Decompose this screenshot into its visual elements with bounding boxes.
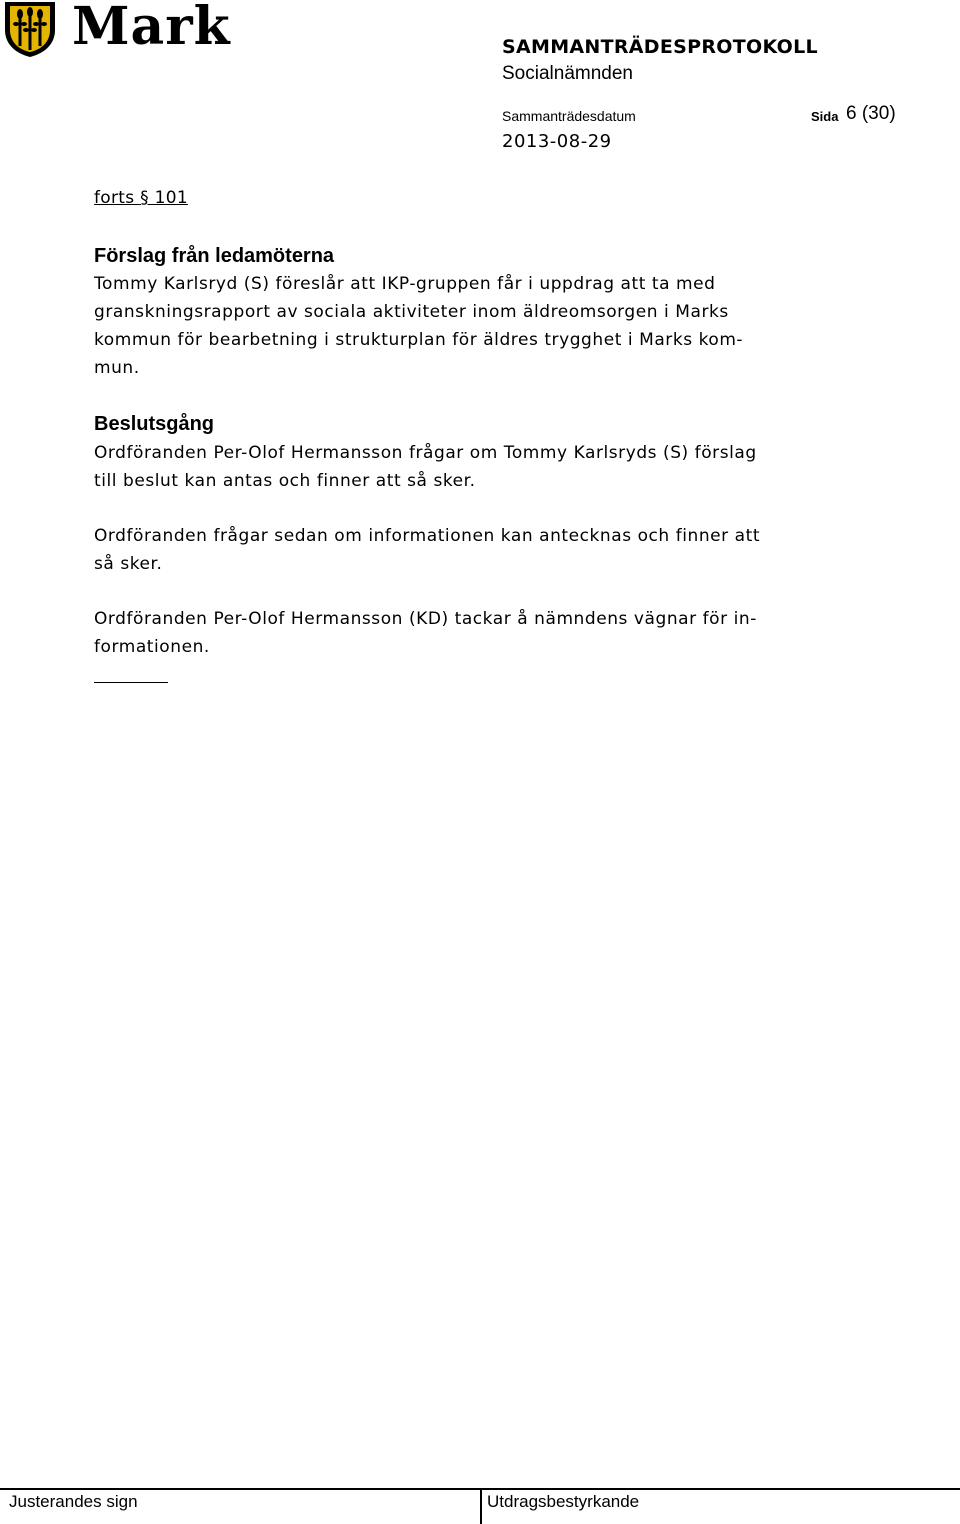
text-line: till beslut kan antas och finner att så sker. [94, 471, 476, 491]
decision-paragraph-1 [94, 439, 854, 495]
footer-certification-label: Utdragsbestyrkande [487, 1492, 640, 1511]
decision-paragraph-2 [94, 522, 854, 578]
decision-paragraph-3 [94, 605, 854, 661]
page-label: Sida [811, 109, 839, 124]
section-heading-proposals: Förslag från ledamöterna [94, 245, 335, 267]
text-line: granskningsrapport av sociala aktiviteter inom äldreomsorgen i Marks [94, 302, 729, 322]
page-total: (30) [861, 103, 896, 124]
text-line: mun. [94, 358, 140, 378]
footer-signature-label: Justerandes sign [9, 1492, 138, 1511]
section-heading-decision: Beslutsgång [94, 413, 215, 435]
text-line: Ordföranden Per-Olof Hermansson frågar om Tommy Karlsryds (S) förslag [94, 443, 757, 463]
proposal-paragraph [94, 270, 854, 382]
text-line: Ordföranden frågar sedan om informationen kan antecknas och finner att [94, 526, 761, 546]
text-line: kommun för bearbetning i strukturplan för äldres trygghet i Marks kom- [94, 330, 744, 350]
text-line: formationen. [94, 637, 210, 657]
meeting-date: 2013-08-29 [502, 131, 612, 152]
date-label: Sammanträdesdatum [502, 108, 636, 124]
footer-divider [480, 1489, 482, 1524]
page-current: 6 [846, 103, 857, 124]
committee-name: Socialnämnden [502, 63, 633, 84]
logo [0, 0, 240, 60]
text-line: Tommy Karlsryd (S) föreslår att IKP-gruppen får i uppdrag att ta med [94, 274, 716, 294]
section-end-rule [94, 682, 168, 683]
coat-of-arms-icon [2, 0, 58, 58]
text-line: så sker. [94, 554, 163, 574]
continuation-reference: forts § 101 [94, 188, 188, 208]
page-number [846, 103, 896, 125]
text-line: Ordföranden Per-Olof Hermansson (KD) tackar å nämndens vägnar för in- [94, 609, 757, 629]
document-type: SAMMANTRÄDESPROTOKOLL [502, 36, 818, 58]
logo-wordmark: Mark [72, 0, 231, 57]
